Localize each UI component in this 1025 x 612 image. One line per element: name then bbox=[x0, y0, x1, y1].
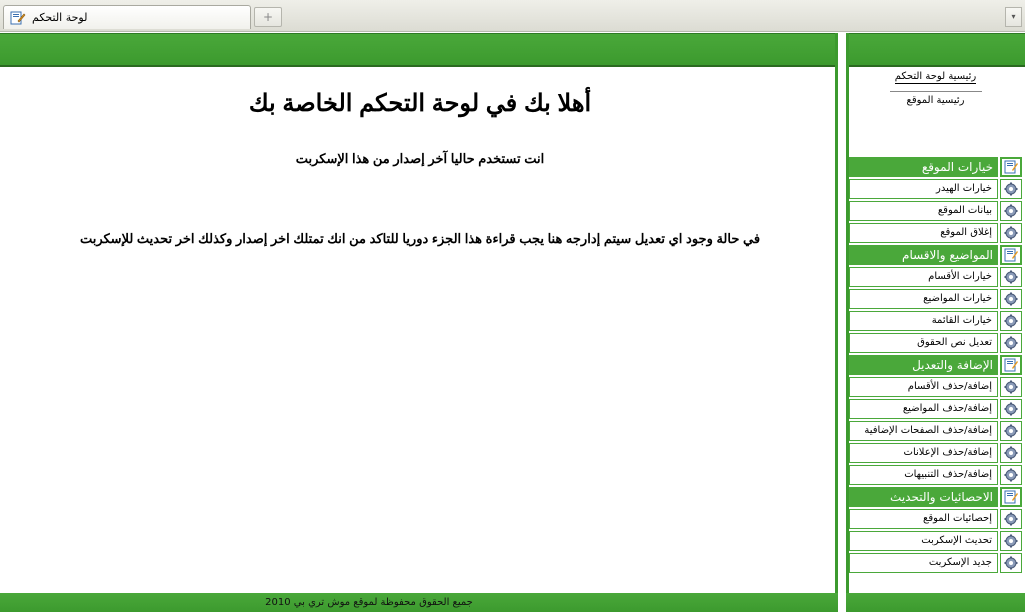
sidebar-menu-item-label[interactable]: تحديث الإسكربت bbox=[849, 531, 998, 551]
sidebar-menu-item-label[interactable]: خيارات القائمة bbox=[849, 311, 998, 331]
sidebar-section-header bbox=[849, 355, 1022, 375]
sidebar-menu-item[interactable] bbox=[849, 201, 1022, 221]
sidebar-menu-item[interactable] bbox=[849, 531, 1022, 551]
sidebar-menu-item[interactable] bbox=[849, 289, 1022, 309]
new-tab-button[interactable]: + bbox=[254, 7, 282, 27]
gear-icon bbox=[1000, 333, 1022, 353]
browser-tab-strip bbox=[0, 0, 1025, 32]
sidebar-section-title: الإضافة والتعديل bbox=[849, 355, 998, 375]
gear-icon bbox=[1000, 201, 1022, 221]
sidebar-menu-item[interactable] bbox=[849, 223, 1022, 243]
tab-list-button[interactable]: ▾ bbox=[1005, 7, 1022, 27]
gear-icon bbox=[1000, 223, 1022, 243]
sidebar-section-header bbox=[849, 245, 1022, 265]
sidebar-menu-item[interactable] bbox=[849, 311, 1022, 331]
home-link-control-panel[interactable] bbox=[846, 71, 1025, 82]
gear-icon bbox=[1000, 399, 1022, 419]
browser-tab[interactable] bbox=[3, 5, 251, 29]
sidebar-menu-item-label[interactable]: إضافة/حذف التنبيهات bbox=[849, 465, 998, 485]
sidebar-menu-item-label[interactable]: خيارات المواضيع bbox=[849, 289, 998, 309]
sidebar bbox=[846, 67, 1025, 593]
gear-icon bbox=[1000, 509, 1022, 529]
footer-band bbox=[0, 593, 838, 612]
content-border-line bbox=[835, 33, 838, 612]
sidebar-menu-item[interactable] bbox=[849, 267, 1022, 287]
sidebar-menu-item-label[interactable]: إحصائيات الموقع bbox=[849, 509, 998, 529]
gear-icon bbox=[1000, 553, 1022, 573]
sidebar-menu-item-label[interactable]: تعديل نص الحقوق bbox=[849, 333, 998, 353]
home-link-label: رئيسية الموقع bbox=[906, 95, 965, 106]
sidebar-menu-item-label[interactable]: جديد الإسكربت bbox=[849, 553, 998, 573]
browser-tab-title: لوحة التحكم bbox=[32, 11, 88, 24]
gear-icon bbox=[1000, 179, 1022, 199]
sidebar-section-title: خيارات الموقع bbox=[849, 157, 998, 177]
update-note-text: في حالة وجود اي تعديل سيتم إدارجه هنا يجب قراءة هذا الجزء دوريا للتاكد من انك تمتلك اخر إصدار وكذلك اخر تحديث للإسكربت bbox=[79, 231, 761, 246]
sidebar-section-title: الاحصائيات والتحديث bbox=[849, 487, 998, 507]
sidebar-menu-item[interactable] bbox=[849, 553, 1022, 573]
gear-icon bbox=[1000, 289, 1022, 309]
header-band bbox=[0, 33, 838, 67]
sidebar-menu-item-label[interactable]: خيارات الأقسام bbox=[849, 267, 998, 287]
gear-icon bbox=[1000, 311, 1022, 331]
sidebar-section-title: المواضيع والاقسام bbox=[849, 245, 998, 265]
edit-page-icon bbox=[1000, 355, 1022, 375]
sidebar-menu-item[interactable] bbox=[849, 399, 1022, 419]
home-links-separator bbox=[890, 91, 982, 92]
gear-icon bbox=[1000, 443, 1022, 463]
sidebar-menu-item[interactable] bbox=[849, 179, 1022, 199]
edit-page-icon bbox=[1000, 245, 1022, 265]
sidebar-menu-item-label[interactable]: إغلاق الموقع bbox=[849, 223, 998, 243]
sidebar-menu-item[interactable] bbox=[849, 443, 1022, 463]
sidebar-menu-item-label[interactable]: بيانات الموقع bbox=[849, 201, 998, 221]
gear-icon bbox=[1000, 377, 1022, 397]
sidebar-menu-item[interactable] bbox=[849, 377, 1022, 397]
page-content bbox=[0, 33, 1025, 612]
gear-icon bbox=[1000, 531, 1022, 551]
sidebar-section-header bbox=[849, 487, 1022, 507]
sidebar-menu-item-label[interactable]: خيارات الهيدر bbox=[849, 179, 998, 199]
sidebar-menu-item-label[interactable]: إضافة/حذف الصفحات الإضافية bbox=[849, 421, 998, 441]
home-link-label: رئيسية لوحة التحكم bbox=[894, 71, 977, 82]
gear-icon bbox=[1000, 421, 1022, 441]
copyright-text: جميع الحقوق محفوظة لموقع موش تري بي 2010 bbox=[265, 597, 473, 608]
sidebar-menu-item[interactable] bbox=[849, 465, 1022, 485]
sidebar-menu-item-label[interactable]: إضافة/حذف المواضيع bbox=[849, 399, 998, 419]
sidebar-menu-item[interactable] bbox=[849, 509, 1022, 529]
welcome-title: أهلا بك في لوحة التحكم الخاصة بك bbox=[248, 90, 592, 117]
version-status-text: انت تستخدم حاليا آخر إصدار من هذا الإسكربت bbox=[295, 151, 545, 166]
edit-page-icon bbox=[1000, 157, 1022, 177]
page-edit-icon bbox=[10, 11, 26, 25]
sidebar-menu-item-label[interactable]: إضافة/حذف الأقسام bbox=[849, 377, 998, 397]
home-link-site[interactable] bbox=[846, 95, 1025, 106]
gear-icon bbox=[1000, 465, 1022, 485]
sidebar-menu-item-label[interactable]: إضافة/حذف الإعلانات bbox=[849, 443, 998, 463]
edit-page-icon bbox=[1000, 487, 1022, 507]
sidebar-menu-item[interactable] bbox=[849, 333, 1022, 353]
sidebar-section-header bbox=[849, 157, 1022, 177]
sidebar-header-band bbox=[846, 33, 1025, 67]
gear-icon bbox=[1000, 267, 1022, 287]
sidebar-menu-item[interactable] bbox=[849, 421, 1022, 441]
sidebar-footer-band bbox=[846, 593, 1025, 612]
